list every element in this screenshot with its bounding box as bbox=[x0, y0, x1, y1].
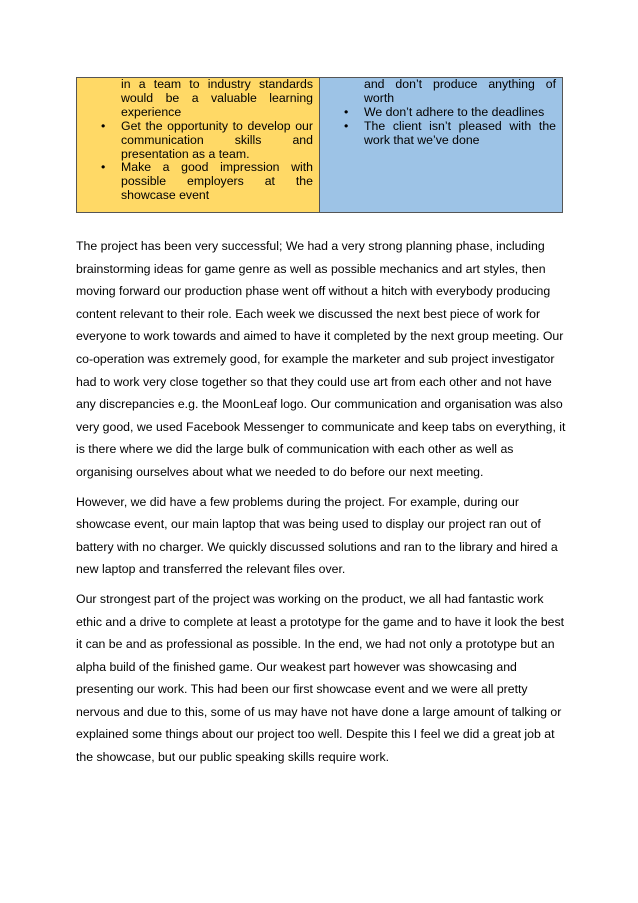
list-item: • Get the opportunity to develop our communication skills and presentation as a team. bbox=[77, 120, 319, 162]
opportunities-list bbox=[77, 78, 319, 203]
paragraph-strengths-weaknesses: Our strongest part of the project was working on the product, we all had fantastic work ethic and a drive to complete at least a prototype for the game and to have it look the best it can be and as professional as possible. In the end, we had not only a prototype but an alpha build of the finished game. Our weakest part however was showcasing and presenting our work. This had been our first showcase event and we were all pretty nervous and due to this, some of us may have not have done a large amount of talking or explained some things about our project too well. Despite this I feel we did a great job at the showcase, but our public speaking skills require work. bbox=[76, 591, 565, 765]
paragraph-problems: However, we did have a few problems during the project. For example, during our showcase event, our main laptop that was being used to display our project ran out of battery with no charger. We quickly discussed solutions and ran to the library and hired a new laptop and transferred the relevant files over. bbox=[76, 494, 558, 577]
paragraph-success: The project has been very successful; We had a very strong planning phase, including brainstorming ideas for game genre as well as possible mechanics and art styles, then moving forward our production phase went off without a hitch with everybody producing content relevant to their role. Each week we discussed the next best piece of work for everyone to work towards and aimed to have it completed by the next group meeting. Our co-operation was extremely good, for example the marketer and sub project investigator had to work very close together so that they could use art from each other and not have any discrepancies e.g. the MoonLeaf logo. Our communication and organisation was also very good, we used Facebook Messenger to communicate and keep tabs on everything, it is there where we did the large bulk of communication with each other as well as organising ourselves about what we needed to do before our next meeting. bbox=[76, 239, 566, 479]
evaluation-body bbox=[76, 235, 566, 776]
table-row bbox=[77, 78, 563, 213]
threats-cell bbox=[320, 78, 563, 213]
list-item: and don’t produce anything of worth bbox=[364, 77, 556, 105]
swot-table bbox=[76, 77, 563, 213]
opportunities-cell bbox=[77, 78, 320, 213]
list-item: • We don’t adhere to the deadlines bbox=[320, 106, 562, 120]
list-item: • The client isn’t pleased with the work that we’ve done bbox=[320, 120, 562, 148]
list-item: in a team to industry standards would be a valuable learning experience bbox=[121, 77, 313, 119]
threats-list bbox=[320, 78, 562, 148]
list-item: • Make a good impression with possible employers at the showcase event bbox=[77, 161, 319, 203]
